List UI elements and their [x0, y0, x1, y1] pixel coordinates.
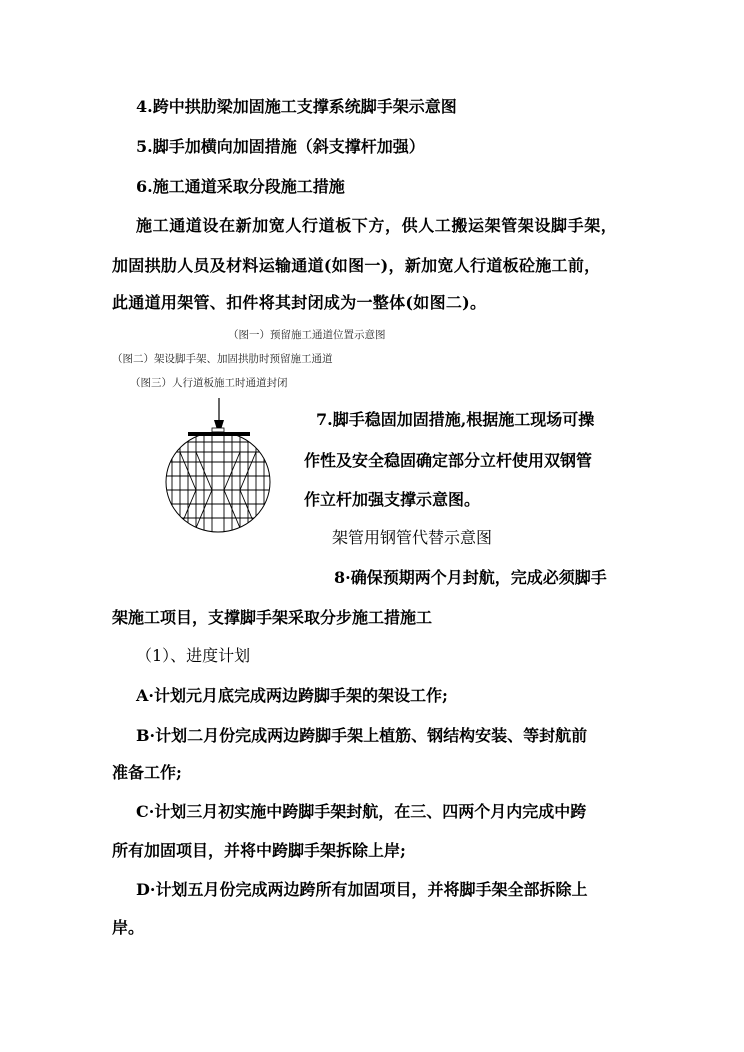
item-8-line-1: 8·确保预期两个月封航，完成必须脚手 [334, 568, 607, 587]
item-8-line-2: 架施工项目，支撑脚手架采取分步施工措施工 [112, 608, 433, 627]
item-7-line-1: 7.脚手稳固加固措施,根据施工现场可操 [316, 410, 595, 429]
figure-2-caption: （图二）架设脚手架、加固拱肋时预留施工通道 [112, 353, 333, 365]
paragraph-1-line-2: 加固拱肋人员及材料运输通道(如图一)，新加宽人行道板砼施工前， [112, 256, 601, 275]
paragraph-1-line-1: 施工通道设在新加宽人行道板下方，供人工搬运架管架设脚手架， [136, 216, 618, 235]
item-7-line-2: 作性及安全稳固确定部分立杆使用双钢管 [304, 451, 593, 470]
schedule-a: A·计划元月底完成两边跨脚手架的架设工作; [136, 686, 448, 705]
schedule-title: （1）、进度计划 [136, 646, 251, 665]
item-7-line-3: 作立杆加强支撑示意图。 [304, 490, 481, 509]
paragraph-1-line-3: 此通道用架管、扣件将其封闭成为一整体(如图二)。 [112, 293, 487, 312]
schedule-c-line-1: C·计划三月初实施中跨脚手架封航，在三、四两个月内完成中跨 [136, 802, 587, 821]
schedule-d-line-1: D·计划五月份完成两边跨所有加固项目，并将脚手架全部拆除上 [136, 880, 588, 899]
figure-1-caption: （图一）预留施工通道位置示意图 [228, 329, 386, 341]
schedule-b-line-1: B·计划二月份完成两边跨脚手架上植筋、钢结构安装、等封航前 [136, 726, 588, 745]
schedule-c-line-2: 所有加固项目，并将中跨脚手架拆除上岸; [112, 841, 406, 860]
steel-pipe-caption: 架管用钢管代替示意图 [332, 528, 493, 547]
figure-3-caption: （图三）人行道板施工时通道封闭 [130, 377, 288, 389]
schedule-d-line-2: 岸。 [112, 918, 145, 937]
schedule-b-line-2: 准备工作; [112, 763, 182, 782]
heading-5: 5.脚手加横向加固措施（斜支撑杆加强） [136, 137, 425, 156]
heading-4: 4.跨中拱肋梁加固施工支撑系统脚手架示意图 [136, 97, 457, 116]
scaffold-diagram [162, 398, 276, 542]
heading-6: 6.施工通道采取分段施工措施 [136, 177, 345, 196]
